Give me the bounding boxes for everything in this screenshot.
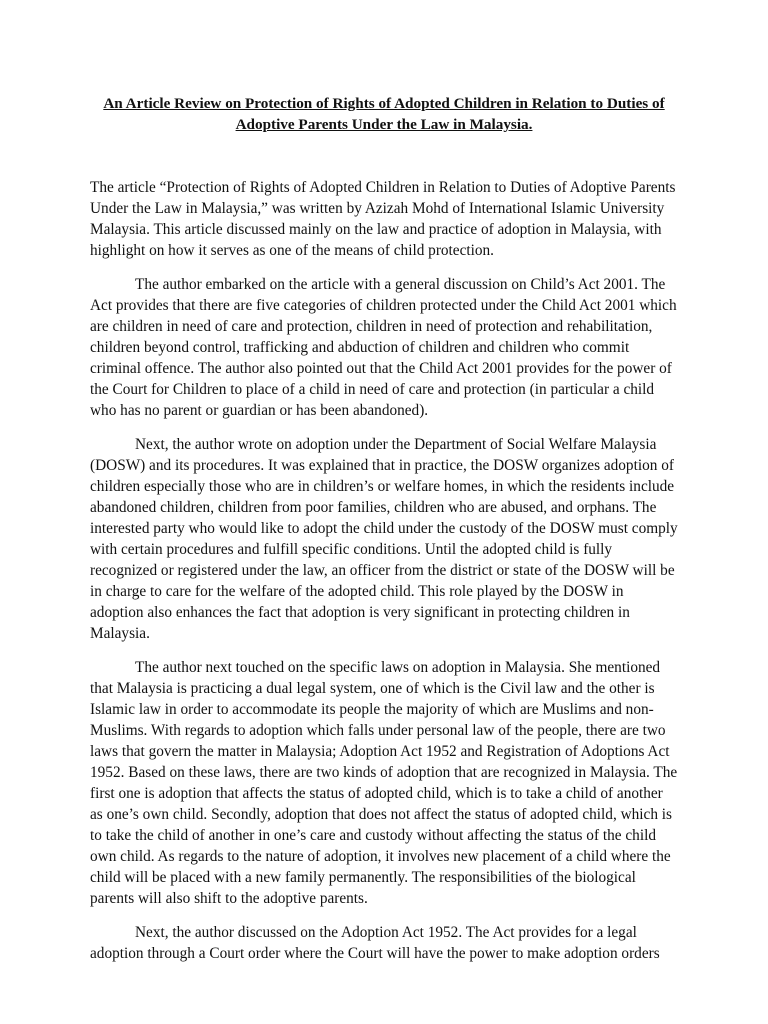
paragraph-child-act: The author embarked on the article with a general discussion on Child’s Act 2001. The Act provides that there are five categories of children protected under the Child Act 2001 which are children in need of care and protection, children in need of protection and rehabilitation, children beyond control, trafficking and abduction of children and children who commit criminal offence. The author also pointed out that the Child Act 2001 provides for the power of the Court for Children to place of a child in need of care and protection (in particular a child who has no parent or guardian or has been abandoned). xyxy=(90,276,677,419)
document-title xyxy=(60,93,708,135)
paragraph-intro: The article “Protection of Rights of Adopted Children in Relation to Duties of Adoptive Parents Under the Law in Malaysia,” was written by Azizah Mohd of International Islamic University Malaysia. This article discussed mainly on the law and practice of adoption in Malaysia, with highlight on how it serves as one of the means of child protection. xyxy=(90,179,676,259)
title-line-1: An Article Review on Protection of Rights of Adopted Children in Relation to Duties of xyxy=(103,95,665,112)
paragraph-adoption-act: Next, the author discussed on the Adoption Act 1952. The Act provides for a legal adoption through a Court order where the Court will have the power to make adoption orders xyxy=(90,924,660,962)
paragraph-dosw: Next, the author wrote on adoption under the Department of Social Welfare Malaysia (DOSW) and its procedures. It was explained that in practice, the DOSW organizes adoption of children especially those who are in children’s or welfare homes, in which the residents include abandoned children, children from poor families, children who are abused, and orphans. The interested party who would like to adopt the child under the custody of the DOSW must comply with certain procedures and fulfill specific conditions. Until the adopted child is fully recognized or registered under the law, an officer from the district or state of the DOSW will be in charge to care for the welfare of the adopted child. This role played by the DOSW in adoption also enhances the fact that adoption is very significant in protecting children in Malaysia. xyxy=(90,436,678,642)
document-body xyxy=(90,177,678,977)
title-line-2: Adoptive Parents Under the Law in Malaysia. xyxy=(235,116,533,133)
paragraph-laws: The author next touched on the specific laws on adoption in Malaysia. She mentioned that Malaysia is practicing a dual legal system, one of which is the Civil law and the other is Islamic law in order to accommodate its people the majority of which are Muslims and non-Muslims. With regards to adoption which falls under personal law of the people, there are two laws that govern the matter in Malaysia; Adoption Act 1952 and Registration of Adoptions Act 1952. Based on these laws, there are two kinds of adoption that are recognized in Malaysia. The first one is adoption that affects the status of adopted child, which is to take a child of another as one’s own child. Secondly, adoption that does not affect the status of adopted child, which is to take the child of another in one’s care and custody without affecting the status of the child own child. As regards to the nature of adoption, it involves new placement of a child where the child will be placed with a new family permanently. The responsibilities of the biological parents will also shift to the adoptive parents. xyxy=(90,659,678,907)
